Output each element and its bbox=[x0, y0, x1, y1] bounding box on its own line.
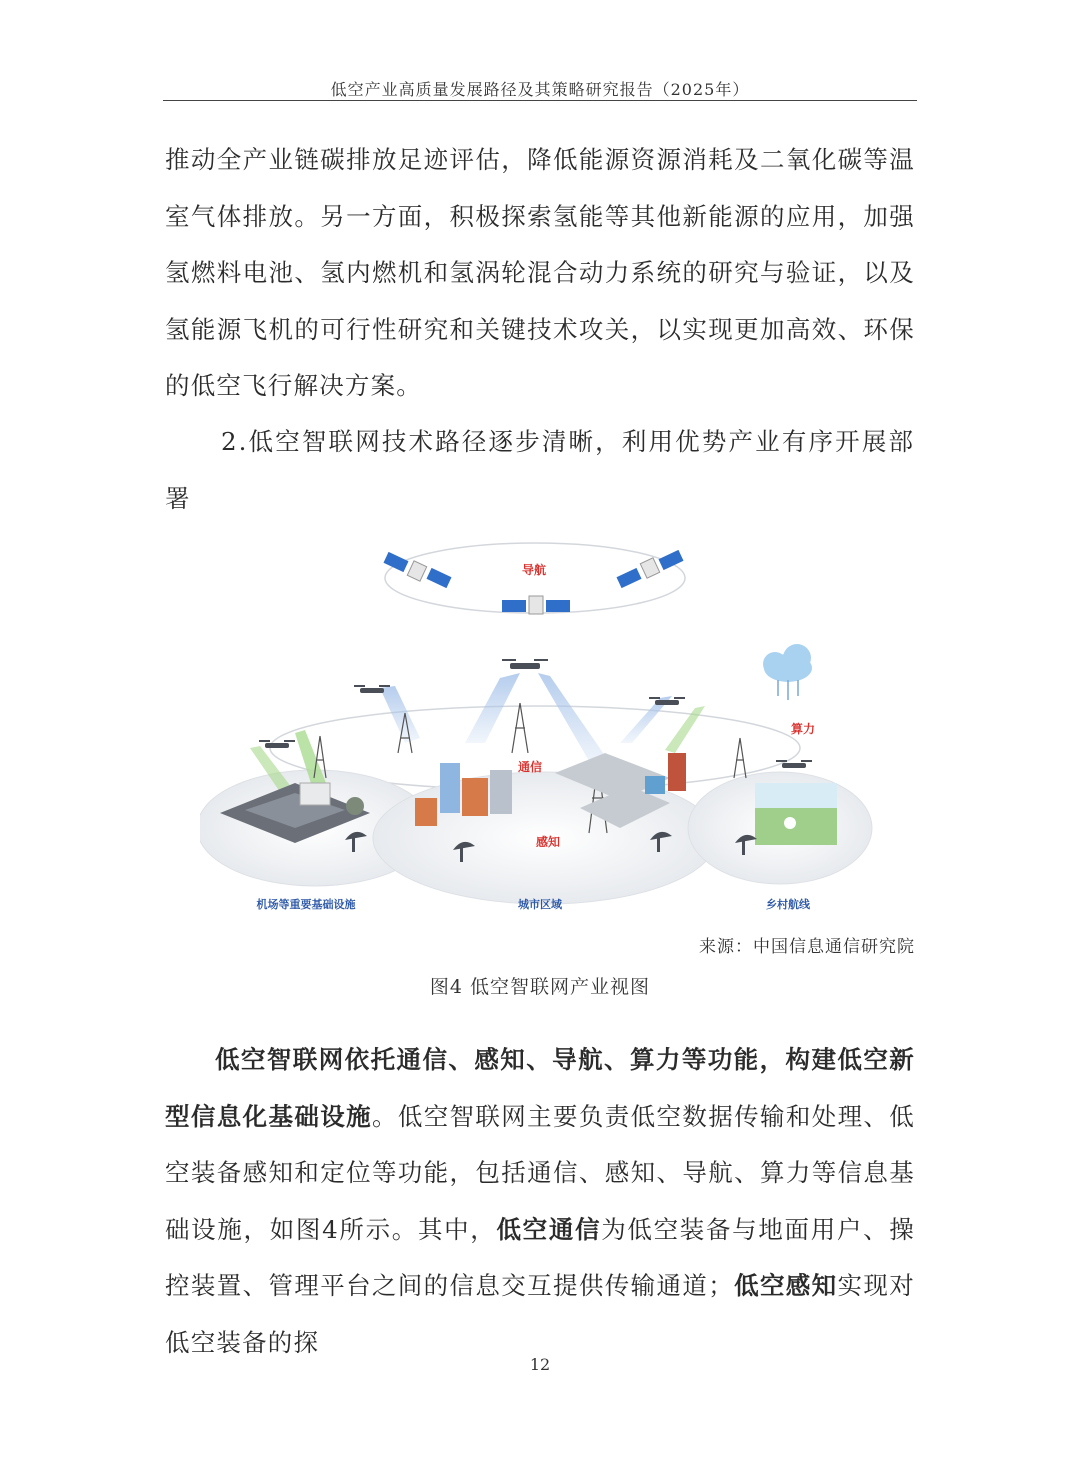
label-airport: 机场等重要基础设施 bbox=[256, 898, 356, 911]
beam bbox=[380, 686, 420, 743]
satellite-icon bbox=[383, 552, 451, 588]
figure-caption: 图4 低空智联网产业视图 bbox=[429, 976, 651, 998]
figure-source: 来源：中国信息通信研究院 bbox=[699, 937, 915, 957]
section-heading: 2.低空智联网技术路径逐步清晰，利用优势产业有序开展部署 bbox=[165, 427, 915, 513]
satellite-icon bbox=[502, 596, 570, 614]
label-urban: 城市区域 bbox=[518, 898, 562, 911]
body-paragraph-2 bbox=[165, 1032, 915, 1371]
tower-icon bbox=[734, 738, 746, 778]
header-rule bbox=[163, 100, 917, 101]
paragraph2-text-a: 。低空智联网主要负责低空数据传输和处理、低空装备感知和定位等功能，包括通信、感知、导航、算力等信息基础设施，如图4所示。其中， bbox=[165, 1101, 915, 1244]
label-navigation: 导航 bbox=[521, 563, 547, 577]
label-sensing: 感知 bbox=[535, 835, 561, 849]
rural-block bbox=[755, 783, 837, 845]
paragraph2-text-b: 为低空装备与地面用户、操控装置、管理平台之间的信息交互提供传输通道； bbox=[165, 1214, 915, 1300]
beam bbox=[538, 673, 610, 766]
low-altitude-network-figure bbox=[200, 538, 880, 918]
label-rural: 乡村航线 bbox=[766, 898, 810, 911]
bold-sense: 低空感知 bbox=[733, 1271, 838, 1300]
drone-icon bbox=[502, 659, 548, 669]
bold-comm: 低空通信 bbox=[496, 1214, 602, 1244]
tower-icon bbox=[512, 703, 528, 753]
label-compute: 算力 bbox=[790, 722, 816, 736]
paragraph2-text-c: 实现对低空装备的探 bbox=[165, 1271, 915, 1357]
page-number: 12 bbox=[529, 1355, 551, 1374]
running-header: 低空产业高质量发展路径及其策略研究报告（2025年） bbox=[330, 80, 750, 99]
lead-bold-text: 低空智联网依托通信、感知、导航、算力等功能，构建低空新型信息化基础设施 bbox=[165, 1045, 915, 1131]
label-communication: 通信 bbox=[517, 760, 543, 774]
beam bbox=[465, 673, 520, 743]
drone-icon bbox=[259, 740, 295, 748]
body-paragraph-1: 推动全产业链碳排放足迹评估，降低能源资源消耗及二氧化碳等温室气体排放。另一方面，积极探索氢能等其他新能源的应用，加强氢燃料电池、氢内燃机和氢涡轮混合动力系统的研究与验证，以及氢能源飞机的可行性研究和关键技术攻关，以实现更加高效、环保的低空飞行解决方案。 bbox=[165, 145, 915, 400]
cloud-icon bbox=[763, 644, 812, 700]
